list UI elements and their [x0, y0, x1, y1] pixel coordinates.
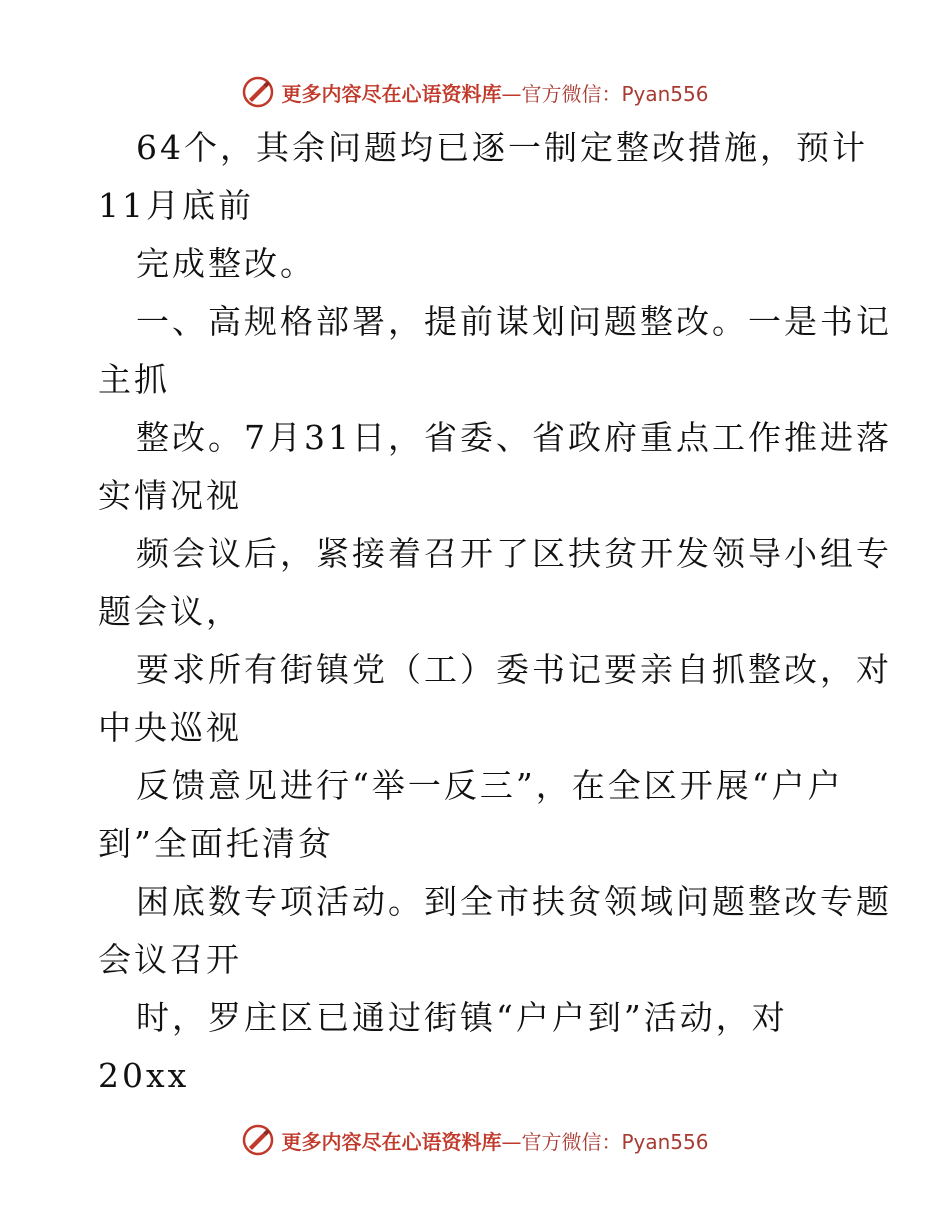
body-line-17: 20xx: [98, 1056, 190, 1095]
body-line-8: 频会议后，紧接着召开了区扶贫开发领导小组专: [136, 534, 892, 573]
body-line-4: 一、高规格部署，提前谋划问题整改。一是书记: [136, 302, 892, 341]
body-line-7: 实情况视: [98, 476, 242, 515]
watermark-main-text: 更多内容尽在心语资料库: [281, 81, 502, 106]
body-line-1: 64个，其余问题均已逐一制定整改措施，预计: [136, 128, 868, 167]
watermark-text: [281, 1126, 708, 1155]
watermark-text: [281, 78, 708, 107]
body-line-16: 时，罗庄区已通过街镇“户户到”活动，对: [136, 998, 788, 1037]
body-line-6: 整改。7月31日，省委、省政府重点工作推进落: [136, 418, 892, 457]
body-line-15: 会议召开: [98, 940, 242, 979]
watermark-main-text: 更多内容尽在心语资料库: [281, 1129, 502, 1154]
watermark-dash: —: [501, 1129, 522, 1154]
watermark-header: [0, 72, 950, 112]
body-line-12: 反馈意见进行“举一反三”，在全区开展“户户: [136, 766, 844, 805]
watermark-sub-text: 官方微信：Pyan556: [521, 1129, 709, 1154]
watermark-footer: [0, 1120, 950, 1160]
pen-logo-icon: [241, 1123, 275, 1157]
watermark-dash: —: [501, 81, 522, 106]
body-line-5: 主抓: [98, 360, 170, 399]
body-line-3: 完成整改。: [136, 244, 316, 283]
body-line-2: 11月底前: [98, 186, 254, 225]
pen-logo-icon: [241, 75, 275, 109]
body-line-13: 到”全面托清贫: [98, 824, 334, 863]
watermark-sub-text: 官方微信：Pyan556: [521, 81, 709, 106]
body-line-9: 题会议，: [98, 592, 242, 631]
body-line-14: 困底数专项活动。到全市扶贫领域问题整改专题: [136, 882, 892, 921]
body-line-10: 要求所有街镇党（工）委书记要亲自抓整改，对: [136, 650, 892, 689]
body-line-11: 中央巡视: [98, 708, 242, 747]
